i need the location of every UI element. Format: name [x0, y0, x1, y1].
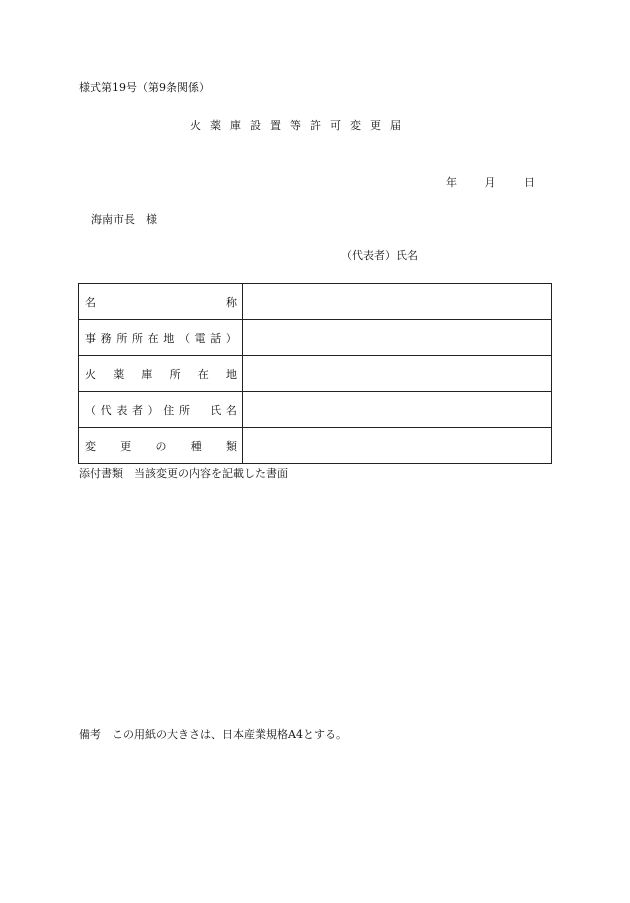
- label-char: 事: [85, 331, 96, 345]
- label-char: 表: [116, 403, 128, 417]
- row-value-field[interactable]: [243, 428, 552, 464]
- label-char: 話: [210, 331, 222, 345]
- label-char: [195, 402, 206, 418]
- label-char: 電: [194, 331, 206, 345]
- table-row: [79, 320, 552, 356]
- label-char: 種: [190, 439, 202, 453]
- label-char: （: [85, 403, 96, 417]
- label-char: 住: [163, 403, 175, 417]
- date-year-label: 年: [446, 176, 457, 189]
- row-value-field[interactable]: [243, 284, 552, 320]
- document-title: 火薬庫設置等許可変更届: [190, 119, 410, 132]
- label-representative-address-name: [85, 402, 237, 418]
- label-office-address: [85, 330, 237, 346]
- label-change-type: [85, 438, 237, 454]
- representative-name-label: （代表者）氏名: [341, 249, 418, 262]
- label-char: 氏: [210, 403, 222, 417]
- table-row: [79, 428, 552, 464]
- label-char: 務: [100, 331, 112, 345]
- label-char: 庫: [141, 367, 153, 381]
- table-row: [79, 356, 552, 392]
- table-row: [79, 284, 552, 320]
- form-number: 様式第19号（第9条関係）: [79, 81, 210, 94]
- row-value-field[interactable]: [243, 392, 552, 428]
- label-char: 所: [131, 331, 143, 345]
- row-label: [79, 356, 243, 392]
- label-char: 者: [131, 403, 143, 417]
- label-char: 在: [197, 367, 209, 381]
- label-char: 名: [225, 403, 237, 417]
- row-label: [79, 392, 243, 428]
- label-char: 代: [100, 403, 112, 417]
- label-char: 地: [225, 367, 237, 381]
- remarks-note: 備考 この用紙の大きさは、日本産業規格A4とする。: [79, 728, 347, 741]
- label-char: 所: [116, 331, 128, 345]
- label-magazine-location: [85, 366, 237, 382]
- date-day-label: 日: [524, 176, 535, 189]
- date-line: [446, 176, 535, 190]
- label-char: 火: [85, 367, 96, 381]
- label-char: 称: [226, 295, 237, 309]
- attachments-note: 添付書類 当該変更の内容を記載した書面: [79, 467, 288, 480]
- label-char: 地: [163, 331, 175, 345]
- row-label: [79, 284, 243, 320]
- addressee: 海南市長 様: [91, 213, 157, 226]
- label-char: 在: [147, 331, 159, 345]
- label-char: （: [178, 331, 190, 345]
- label-char: 変: [85, 439, 96, 453]
- row-label: [79, 320, 243, 356]
- date-month-label: 月: [484, 176, 496, 189]
- label-char: 薬: [113, 367, 125, 381]
- label-char: 所: [169, 367, 181, 381]
- label-name: [85, 294, 237, 310]
- label-char: 名: [85, 295, 96, 309]
- label-char: ）: [225, 331, 237, 345]
- form-table: [78, 283, 552, 464]
- label-char: 更: [120, 439, 132, 453]
- row-label: [79, 428, 243, 464]
- label-char: の: [155, 439, 167, 453]
- label-char: ）: [147, 403, 159, 417]
- table-row: [79, 392, 552, 428]
- row-value-field[interactable]: [243, 320, 552, 356]
- label-char: 所: [178, 403, 190, 417]
- label-char: 類: [226, 439, 237, 453]
- row-value-field[interactable]: [243, 356, 552, 392]
